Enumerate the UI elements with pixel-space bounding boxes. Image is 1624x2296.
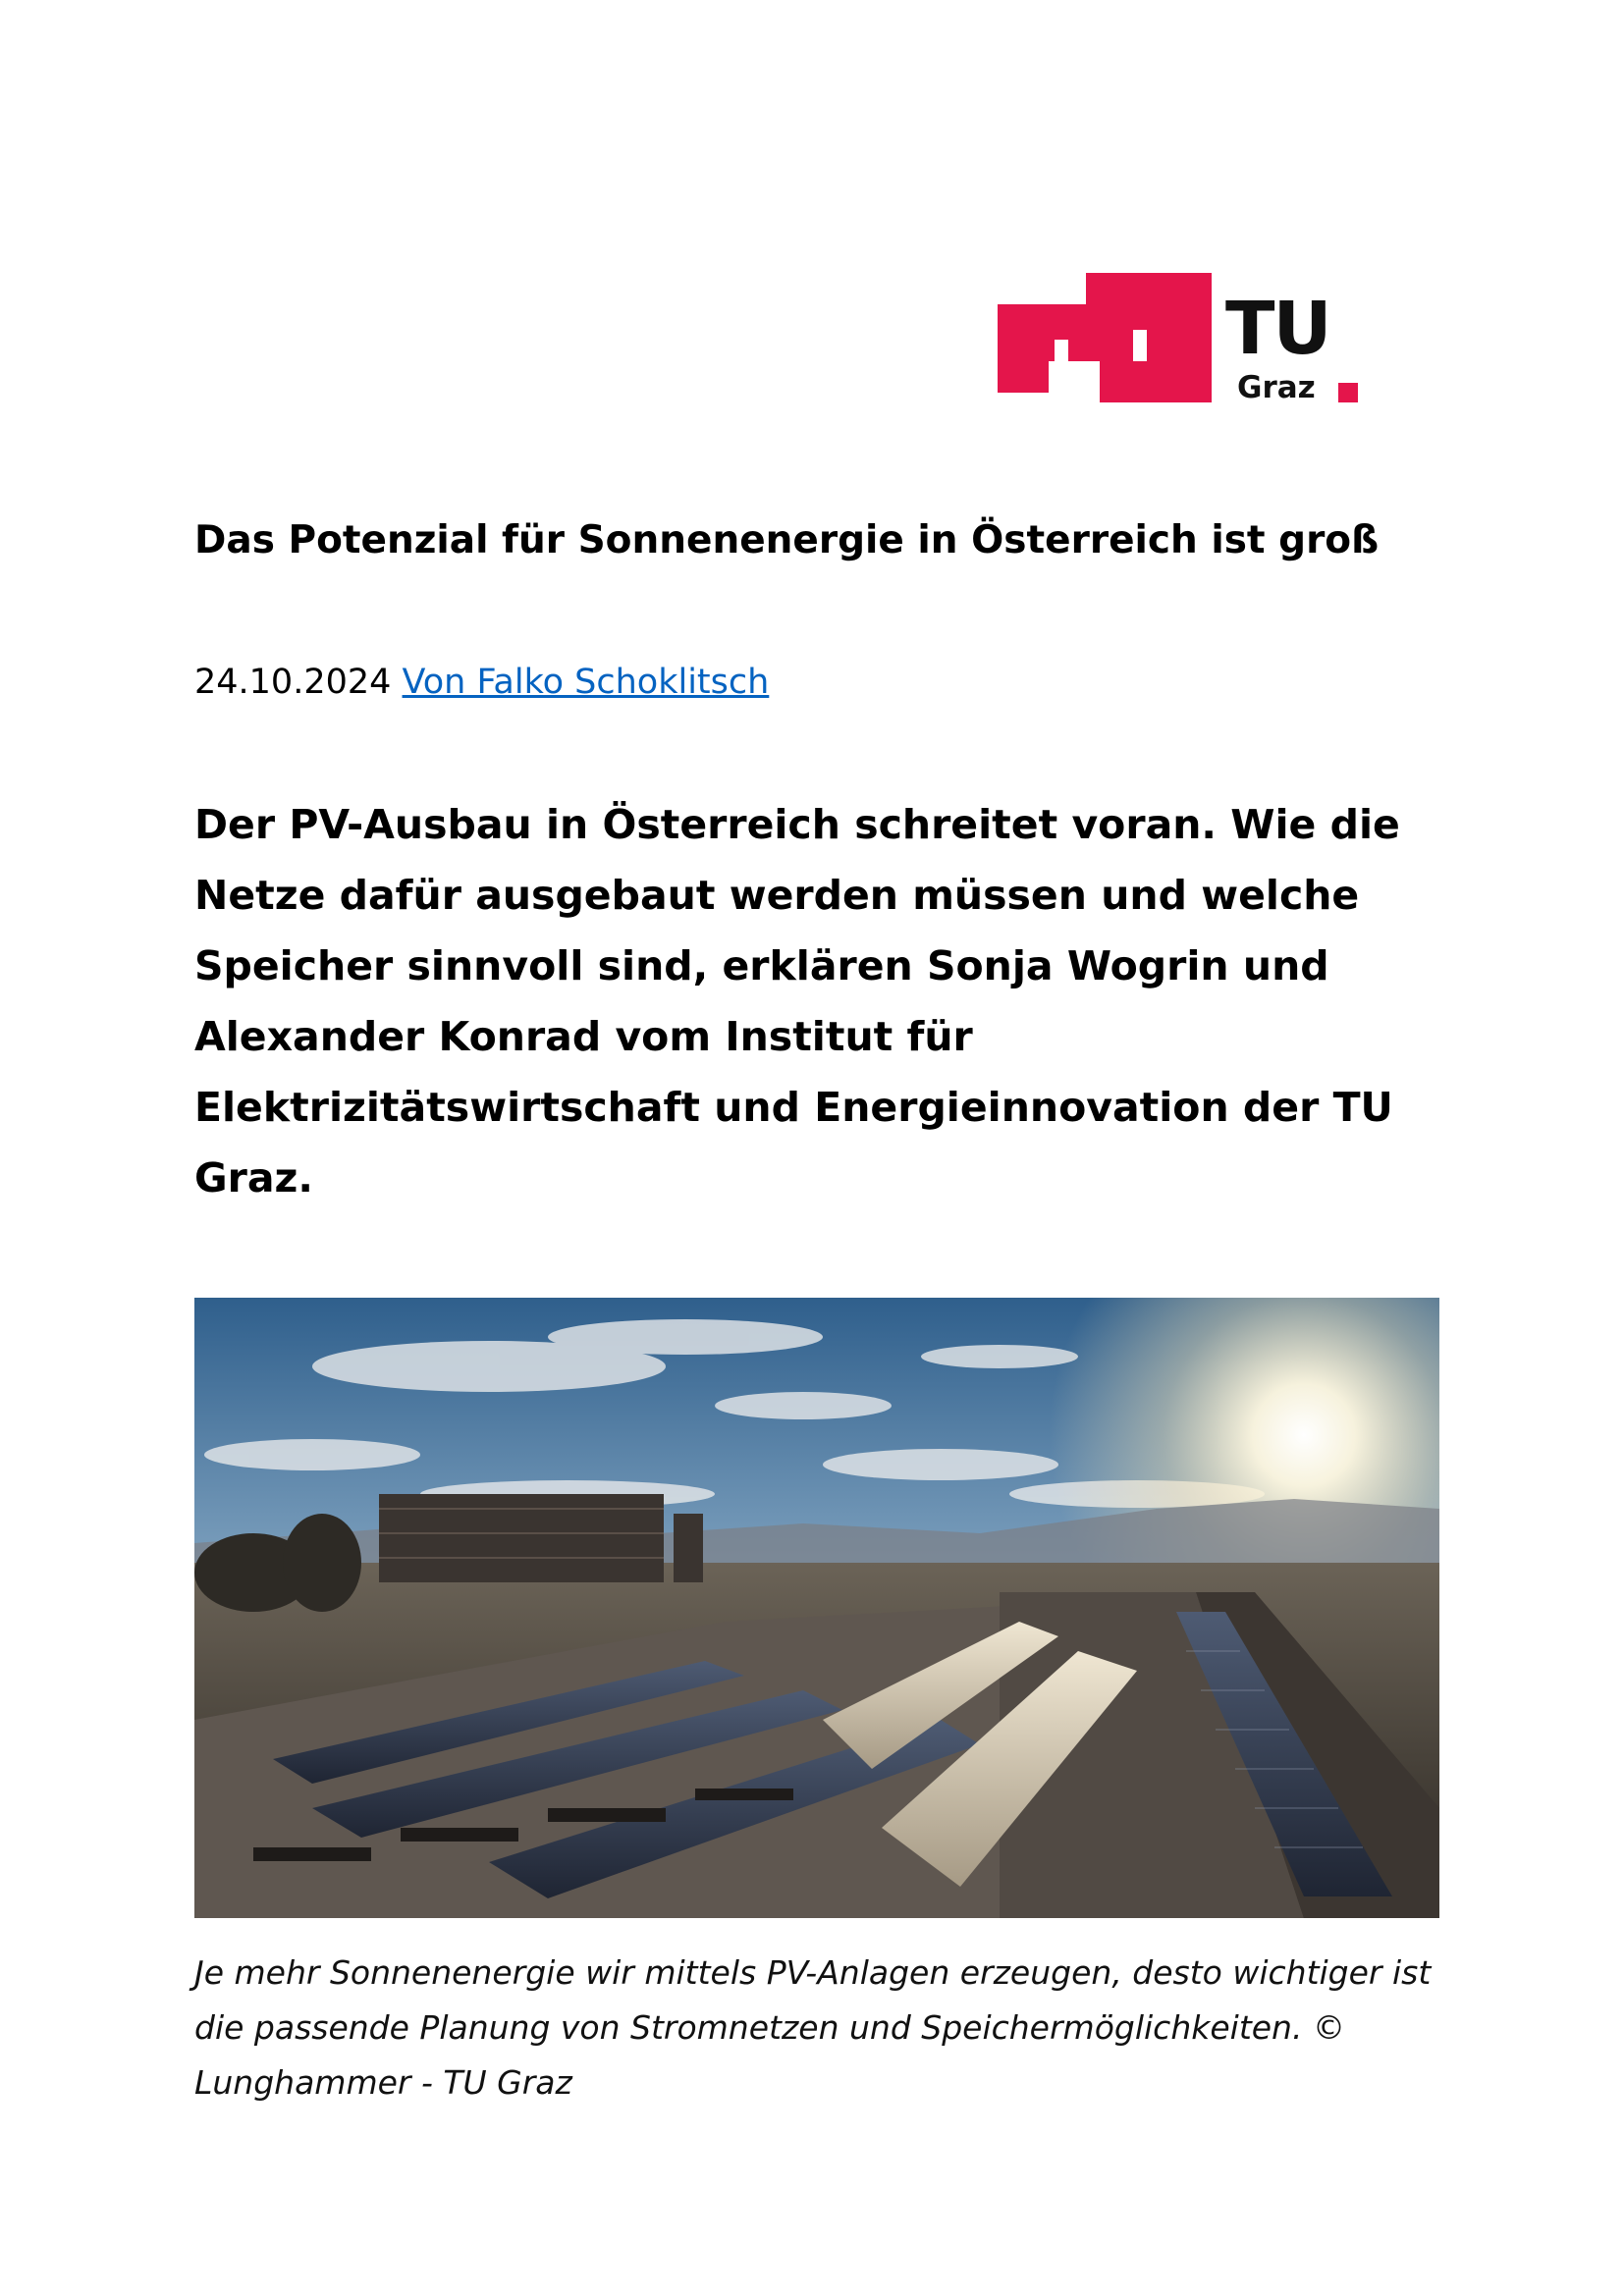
author-link[interactable]: Von Falko Schoklitsch <box>402 663 770 702</box>
solar-rooftop-photo <box>194 1298 1439 1918</box>
logo-text-tu: TU <box>1225 287 1330 371</box>
article-date: 24.10.2024 <box>194 663 392 702</box>
image-caption: Je mehr Sonnenenergie wir mittels PV-Anlagen erzeugen, desto wichtiger ist die passende Planung von Stromnetzen und Speichermöglichkeiten. © Lunghammer - TU Graz <box>194 1953 1432 2102</box>
article-meta <box>194 662 1373 703</box>
logo-dot <box>1338 383 1358 402</box>
article-title: Das Potenzial für Sonnenenergie in Österreich ist groß <box>194 518 1380 562</box>
article-lead: Der PV-Ausbau in Österreich schreitet voran. Wie die Netze dafür ausgebaut werden müssen und welche Speicher sinnvoll sind, erklären Sonja Wogrin und Alexander Konrad vom Institut für Elektrizitätswirtschaft und Energieinnovation der TU Graz. <box>194 801 1400 1201</box>
article-photo <box>194 1298 1439 1918</box>
logo-text-graz: Graz <box>1237 370 1316 405</box>
tu-graz-logo <box>992 265 1375 410</box>
